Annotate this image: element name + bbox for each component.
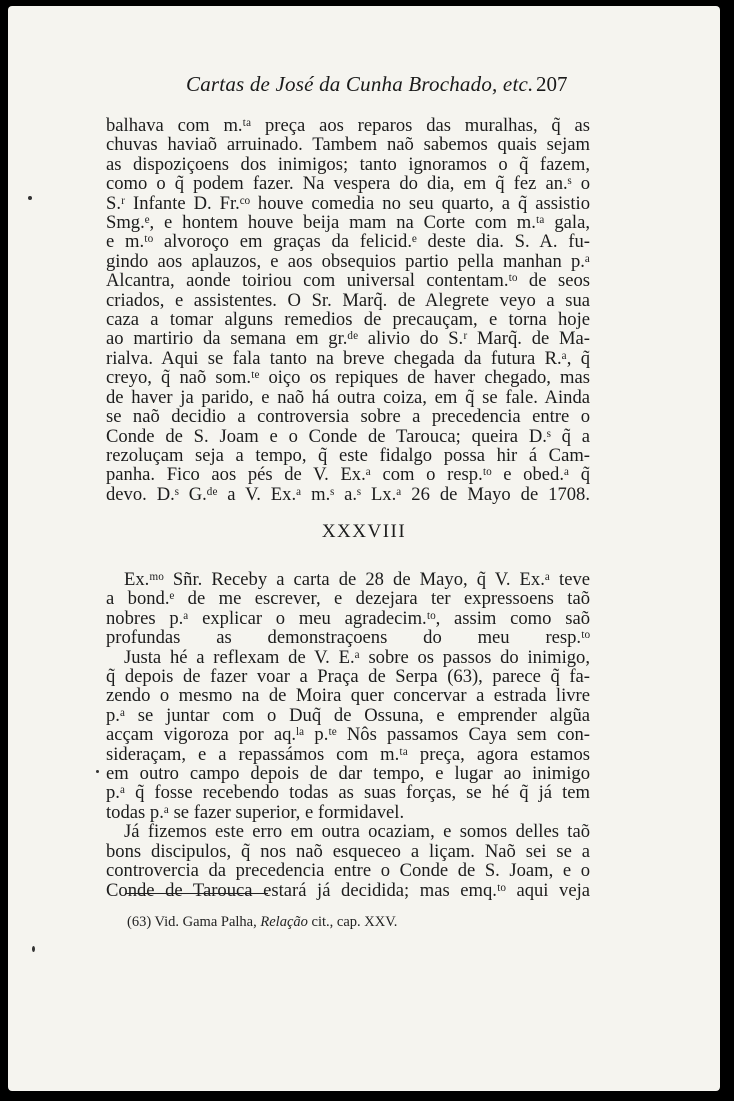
text-line: de haver ja parido, e naõ há outra coiza, em q̃ se fale. Ainda [106,386,590,408]
scan-speck [28,196,32,200]
text-line: zendo o mesmo na de Moira quer concervar a estrada livre [106,685,590,707]
text-line: p.ᵃ se juntar com o Duq̃ de Ossuna, e emprender algũa [106,704,590,726]
footnote-title: Relação [260,914,308,930]
text-line: se naõ decidio a controversia sobre a precedencia entre o [106,406,590,428]
text-line: Smg.ᵉ, e hontem houve beija mam na Corte com m.ᵗᵃ gala, [106,212,590,234]
text-line: creyo, q̃ naõ som.ᵗᵉ oiço os repiques de haver chegado, mas [106,367,590,389]
letter-beginning [106,570,590,900]
text-line: todas p.ᵃ se fazer superior, e formidavel. [106,801,405,823]
scan-speck [32,946,35,952]
footnote-rule [126,893,268,894]
text-line: Já fizemos este erro em outra ocaziam, e somos delles taõ [124,821,590,843]
text-line: panha. Fico aos pés de V. Ex.ᵃ com o resp.ᵗᵒ e obed.ᵃ q̃ [106,464,590,486]
text-line: Conde de S. Joam e o Conde de Tarouca; queira D.ˢ q̃ a [106,425,590,447]
text-line: controvercia da precedencia entre o Conde de S. Joam, e o [106,860,590,882]
text-line: Justa hé a reflexam de V. E.ᵃ sobre os passos do inimigo, [124,646,590,668]
text-line: chuvas haviaõ arruinado. Tambem naõ sabemos quais sejam [106,134,590,156]
text-line: balhava com m.ᵗᵃ preça aos reparos das muralhas, q̃ as [106,115,590,136]
text-line: ao martirio da semana em gr.ᵈᵉ alivio do S.ʳ Marq̃. de Ma- [106,328,590,350]
book-page [8,6,720,1091]
text-line: profundas as demonstraçoens do meu resp.ᵗᵒ [106,627,590,649]
text-line: Alcantra, aonde toiriou com universal contentam.ᵗᵒ de seos [106,270,590,292]
text-line: e m.ᵗᵒ alvoroço em graças da felicid.ᵉ deste dia. S. A. fu- [106,231,590,253]
page-number: 207 [536,72,568,96]
text-line: gindo aos aplauzos, e aos obsequios partio pella manhan p.ᵃ [106,250,590,272]
text-line: q̃ depois de fazer voar a Praça de Serpa (63), parece q̃ fa- [106,666,590,688]
text-line: S.ʳ Infante D. Fr.ᶜᵒ houve comedia no seu quarto, a q̃ assistio [106,192,590,214]
text-line: em outro campo depois de dar tempo, e lugar ao inimigo [106,763,590,785]
section-heading: XXXVIII [321,521,407,542]
footnote-suffix: cit., cap. XXV. [311,914,398,930]
running-head-title: Cartas de José da Cunha Brochado, etc. [186,72,534,96]
text-line: rialva. Aqui se fala tanto na breve chegada da futura R.ᵃ, q̃ [106,347,590,369]
text-line: como o q̃ podem fazer. Na vespera do dia, em q̃ fez an.ˢ o [106,173,590,195]
text-line: acçam vigoroza por aq.ˡᵃ p.ᵗᵉ Nôs passamos Caya sem con- [106,724,590,746]
text-line: Ex.ᵐᵒ Sñr. Receby a carta de 28 de Mayo, q̃ V. Ex.ᵃ teve [124,569,590,590]
text-line: nobres p.ᵃ explicar o meu agradecim.ᵗᵒ, assim como saõ [106,607,590,629]
letter-ending [106,116,590,504]
text-line: as dispoziçoens dos inimigos; tanto ignoramos o q̃ fazem, [106,153,590,175]
text-line: bons discipulos, q̃ nos naõ esqueceo a liçam. Naõ sei se a [106,840,590,862]
text-line: a bond.ᵉ de me escrever, e dezejara ter expressoens taõ [106,588,590,610]
text-line: criados, e assistentes. O Sr. Marq̃. de Alegrete veyo a sua [106,289,590,311]
text-line: caza a tomar alguns remedios de precauçam, e torna hoje [106,309,590,331]
text-line: sideraçam, e a repassámos com m.ᵗᵃ preça, agora estamos [106,743,590,765]
text-line: p.ᵃ q̃ fosse recebendo todas as suas forças, se hé q̃ já tem [106,782,590,804]
footnote-prefix: (63) Vid. Gama Palha, [127,914,257,930]
text-line: Conde de Tarouca estará já decidida; mas emq.ᵗᵒ aqui veja [106,879,590,901]
running-head [8,72,720,102]
text-line: devo. D.ˢ G.ᵈᵉ a V. Ex.ᵃ m.ˢ a.ˢ Lx.ᵃ 26 de Mayo de 1708. [106,483,590,505]
text-line: rezoluçam seja a tempo, q̃ este fidalgo possa hir á Cam- [106,444,590,466]
scan-speck [96,770,99,773]
footnote [127,914,397,931]
